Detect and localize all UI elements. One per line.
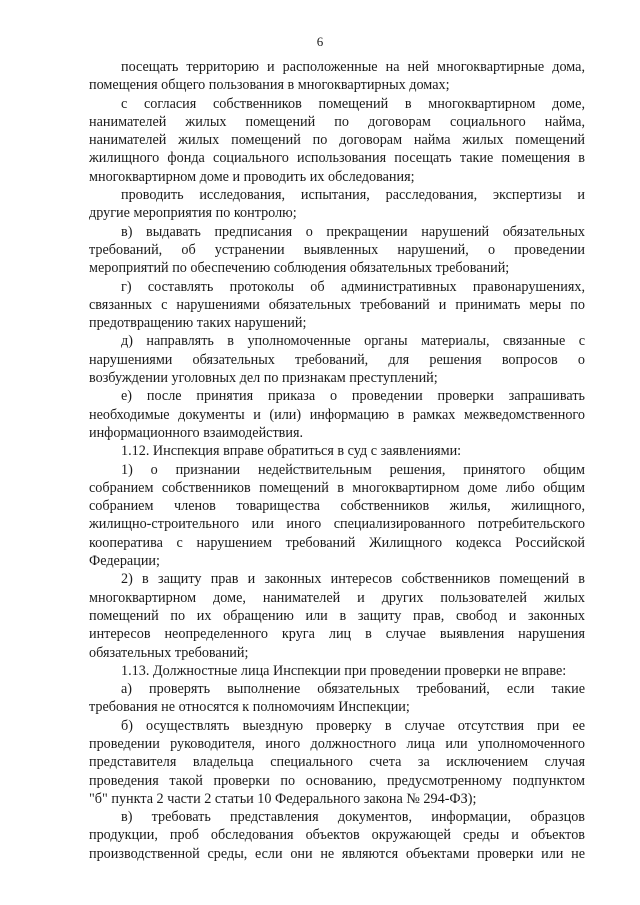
document-body <box>89 58 585 863</box>
text-line: кооператива с нарушением требований Жилищного кодекса Российской <box>89 534 585 551</box>
text-line: в) выдавать предписания о прекращении нарушений обязательных <box>121 223 585 240</box>
text-line: г) составлять протоколы об административных правонарушениях, <box>121 278 585 295</box>
text-line: предотвращению таких нарушений; <box>89 315 307 332</box>
text-line: связанных с нарушениями обязательных требований и принимать меры по <box>89 296 585 313</box>
text-line: возбуждении уголовных дел по признакам преступлений; <box>89 370 438 387</box>
page-number: 6 <box>316 34 324 49</box>
text-line: продукции, проб обследования объектов окружающей среды и объектов <box>89 827 585 844</box>
text-line: производственной среды, если они не являются объектами проверки или не <box>89 845 585 862</box>
text-line: 1.13. Должностные лица Инспекции при проведении проверки не вправе: <box>121 662 567 679</box>
text-line: другие мероприятия по контролю; <box>89 205 297 222</box>
text-line: 1.12. Инспекция вправе обратиться в суд с заявлениями: <box>121 443 462 460</box>
text-line: требований, об устранении выявленных нарушений, о проведении <box>89 241 585 258</box>
text-line: интересов неопределенного круга лиц в случае выявления нарушения <box>89 626 585 643</box>
text-line: обязательных требований; <box>89 644 249 661</box>
text-line: мероприятий по обеспечению соблюдения обязательных требований; <box>89 260 510 277</box>
text-line: информационного взаимодействия. <box>89 424 304 441</box>
text-line: а) проверять выполнение обязательных требований, если такие <box>121 681 585 698</box>
text-line: проведения такой проверки по основанию, предусмотренному подпунктом <box>89 772 585 789</box>
text-line: многоквартирном доме и проводить их обследования; <box>89 168 415 185</box>
text-line: нанимателей жилых помещений по договорам социального найма, <box>89 113 585 130</box>
text-line: нанимателей жилых помещений по договорам найма жилых помещений <box>89 132 585 149</box>
text-line: собранием собственников помещений в многоквартирном доме либо общим <box>89 479 585 496</box>
text-line: б) осуществлять выездную проверку в случае отсутствия при ее <box>121 717 585 734</box>
text-line: нарушениями обязательных требований, для решения вопросов о <box>89 351 585 368</box>
text-line: требования не относятся к полномочиям Инспекции; <box>89 699 410 716</box>
text-line: необходимые документы и (или) информацию в рамках межведомственного <box>89 406 585 423</box>
text-line: жилищного фонда социального использования посещать такие помещения в <box>89 150 585 167</box>
text-line: проведении руководителя, иного должностного лица или уполномоченного <box>89 735 585 752</box>
text-line: е) после принятия приказа о проведении проверки запрашивать <box>121 388 585 405</box>
text-line: д) направлять в уполномоченные органы материалы, связанные с <box>121 333 585 350</box>
text-line: с согласия собственников помещений в многоквартирном доме, <box>121 95 585 112</box>
text-line: проводить исследования, испытания, расследования, экспертизы и <box>121 187 585 204</box>
text-line: 2) в защиту прав и законных интересов собственников помещений в <box>121 571 585 588</box>
text-line: представителя владельца специального счета за исключением случая <box>89 754 585 771</box>
text-line: в) требовать представления документов, информации, образцов <box>121 809 585 826</box>
text-line: собранием членов товарищества собственников жилья, жилищного, <box>89 498 585 515</box>
text-line: Федерации; <box>89 553 160 570</box>
text-line: 1) о признании недействительным решения, принятого общим <box>121 461 585 478</box>
text-line: "б" пункта 2 части 2 статьи 10 Федерального закона № 294-ФЗ); <box>89 790 477 807</box>
text-line: помещения общего пользования в многоквартирных домах; <box>89 77 450 94</box>
text-line: помещений по их обращению или в защиту прав, свобод и законных <box>89 607 585 624</box>
text-line: жилищно-строительного или иного специализированного потребительского <box>89 516 585 533</box>
text-line: многоквартирном доме, нанимателей и других пользователей жилых <box>89 589 585 606</box>
text-line: посещать территорию и расположенные на ней многоквартирные дома, <box>121 59 585 75</box>
